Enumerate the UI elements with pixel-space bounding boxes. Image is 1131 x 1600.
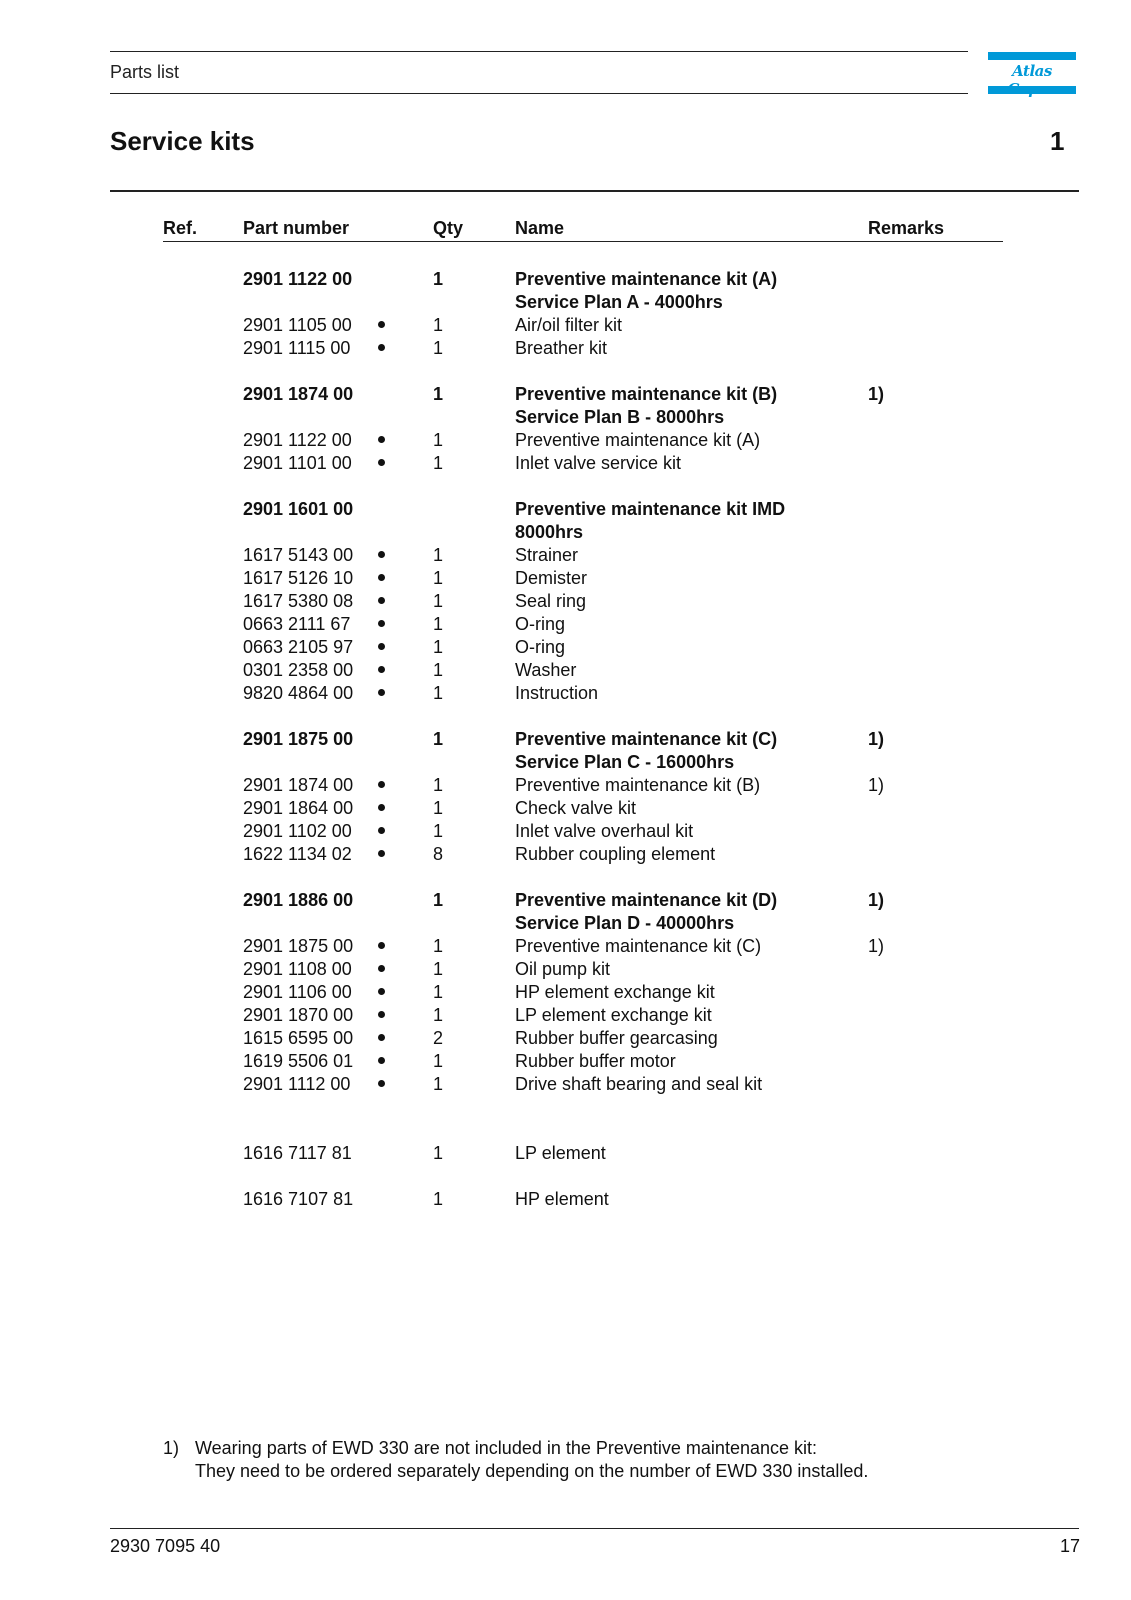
quantity: 1: [433, 683, 444, 703]
quantity: 1: [433, 798, 444, 818]
quantity: 1: [433, 338, 444, 358]
table-row: [0, 567, 1131, 590]
part-number: 1617 5126 10: [243, 568, 354, 588]
section-title: Service kits: [110, 126, 255, 156]
footnote-marker: 1): [163, 1438, 180, 1458]
quantity: 1: [433, 1143, 444, 1163]
quantity: 1: [433, 453, 444, 473]
bullet-icon: [378, 958, 386, 981]
bullet-icon: [378, 1004, 386, 1027]
part-number: 2901 1101 00: [243, 453, 352, 473]
part-number: 2901 1122 00: [243, 269, 353, 289]
bullet-icon: [378, 452, 386, 475]
part-number: 2901 1875 00: [243, 729, 354, 749]
bullet-icon: [378, 429, 386, 452]
col-name: Name: [515, 218, 565, 238]
table-row: [0, 889, 1131, 912]
part-number: 2901 1886 00: [243, 890, 354, 910]
remark: 1): [868, 936, 885, 956]
table-row: [0, 728, 1131, 751]
table-row: [0, 774, 1131, 797]
table-row: [0, 1027, 1131, 1050]
quantity: 1: [433, 1189, 444, 1209]
col-remarks: Remarks: [868, 218, 945, 238]
bullet-icon: [378, 544, 386, 567]
table-row: [0, 337, 1131, 360]
section-rule: [110, 190, 1079, 192]
logo-bar-top: [988, 52, 1076, 60]
part-name: O-ring: [515, 637, 566, 657]
part-name: Service Plan D - 40000hrs: [515, 913, 735, 933]
part-name: Inlet valve overhaul kit: [515, 821, 694, 841]
part-name: Strainer: [515, 545, 579, 565]
part-name: LP element: [515, 1143, 606, 1163]
part-name: Rubber buffer gearcasing: [515, 1028, 718, 1048]
part-name: Preventive maintenance kit IMD: [515, 499, 786, 519]
part-name: O-ring: [515, 614, 566, 634]
table-row: [0, 406, 1131, 429]
bullet-icon: [378, 1073, 386, 1096]
quantity: 1: [433, 982, 444, 1002]
table-row: [0, 291, 1131, 314]
document-number: 2930 7095 40: [110, 1536, 221, 1556]
table-row: [0, 935, 1131, 958]
part-name: Service Plan C - 16000hrs: [515, 752, 735, 772]
table-row: [0, 912, 1131, 935]
quantity: 1: [433, 545, 444, 565]
quantity: 8: [433, 844, 444, 864]
part-number: 1622 1134 02: [243, 844, 352, 864]
quantity: 1: [433, 729, 444, 749]
part-name: Preventive maintenance kit (B): [515, 775, 761, 795]
footer-rule: [110, 1528, 1079, 1529]
part-name: Instruction: [515, 683, 599, 703]
bullet-icon: [378, 314, 386, 337]
quantity: 1: [433, 591, 444, 611]
quantity: 1: [433, 568, 444, 588]
bullet-icon: [378, 843, 386, 866]
part-number: 1619 5506 01: [243, 1051, 354, 1071]
table-row: [0, 613, 1131, 636]
part-name: Preventive maintenance kit (D): [515, 890, 778, 910]
column-header-rule: [163, 241, 1003, 242]
part-number: 2901 1875 00: [243, 936, 354, 956]
part-name: Rubber coupling element: [515, 844, 716, 864]
part-name: Preventive maintenance kit (C): [515, 936, 762, 956]
part-name: Preventive maintenance kit (A): [515, 269, 778, 289]
page-number: 17: [1060, 1536, 1081, 1556]
part-number: 2901 1112 00: [243, 1074, 351, 1094]
part-number: 1616 7107 81: [243, 1189, 354, 1209]
part-number: 1615 6595 00: [243, 1028, 354, 1048]
part-number: 2901 1874 00: [243, 384, 354, 404]
logo-wordmark: Atlas: [1012, 62, 1052, 80]
footnote-line-1: Wearing parts of EWD 330 are not included in the Preventive maintenance kit:: [195, 1438, 818, 1458]
section-number: 1: [1050, 126, 1065, 156]
part-number: 2901 1870 00: [243, 1005, 354, 1025]
part-number: 2901 1122 00: [243, 430, 352, 450]
table-row: [0, 1142, 1131, 1165]
quantity: 1: [433, 1051, 444, 1071]
remark: 1): [868, 384, 885, 404]
atlas-copco-logo: [988, 52, 1076, 94]
table-row: [0, 521, 1131, 544]
part-number: 1616 7117 81: [243, 1143, 352, 1163]
header-bottom-rule: [110, 93, 968, 94]
bullet-icon: [378, 935, 386, 958]
part-name: LP element exchange kit: [515, 1005, 712, 1025]
part-name: Demister: [515, 568, 588, 588]
table-row: [0, 981, 1131, 1004]
part-number: 0301 2358 00: [243, 660, 354, 680]
table-row: [0, 843, 1131, 866]
quantity: 1: [433, 775, 444, 795]
part-number: 2901 1601 00: [243, 499, 354, 519]
part-name: Washer: [515, 660, 577, 680]
part-name: HP element: [515, 1189, 609, 1209]
table-row: [0, 590, 1131, 613]
part-name: Rubber buffer motor: [515, 1051, 676, 1071]
bullet-icon: [378, 337, 386, 360]
part-number: 2901 1108 00: [243, 959, 352, 979]
logo-bar-bottom: [988, 86, 1076, 94]
quantity: 1: [433, 890, 444, 910]
bullet-icon: [378, 682, 386, 705]
part-name: HP element exchange kit: [515, 982, 715, 1002]
bullet-icon: [378, 1027, 386, 1050]
header-label: Parts list: [110, 62, 180, 82]
quantity: 1: [433, 660, 444, 680]
quantity: 2: [433, 1028, 444, 1048]
col-part-number: Part number: [243, 218, 350, 238]
quantity: 1: [433, 1005, 444, 1025]
remark: 1): [868, 729, 885, 749]
bullet-icon: [378, 1050, 386, 1073]
bullet-icon: [378, 613, 386, 636]
table-row: [0, 429, 1131, 452]
quantity: 1: [433, 430, 444, 450]
part-name: Check valve kit: [515, 798, 637, 818]
part-name: Oil pump kit: [515, 959, 611, 979]
table-row: [0, 383, 1131, 406]
part-number: 0663 2111 67: [243, 614, 351, 634]
table-row: [0, 820, 1131, 843]
part-number: 2901 1874 00: [243, 775, 354, 795]
quantity: 1: [433, 1074, 444, 1094]
table-row: [0, 636, 1131, 659]
part-name: Preventive maintenance kit (A): [515, 430, 761, 450]
table-row: [0, 314, 1131, 337]
part-number: 2901 1864 00: [243, 798, 354, 818]
bullet-icon: [378, 567, 386, 590]
part-name: Service Plan B - 8000hrs: [515, 407, 725, 427]
part-number: 0663 2105 97: [243, 637, 354, 657]
table-row: [0, 544, 1131, 567]
part-number: 9820 4864 00: [243, 683, 354, 703]
part-number: 2901 1115 00: [243, 338, 351, 358]
table-row: [0, 498, 1131, 521]
quantity: 1: [433, 614, 444, 634]
part-number: 2901 1102 00: [243, 821, 352, 841]
table-row: [0, 958, 1131, 981]
header-top-rule: [110, 51, 968, 52]
table-row: [0, 268, 1131, 291]
bullet-icon: [378, 659, 386, 682]
part-name: Seal ring: [515, 591, 587, 611]
table-row: [0, 751, 1131, 774]
table-row: [0, 1050, 1131, 1073]
quantity: 1: [433, 269, 444, 289]
quantity: 1: [433, 315, 444, 335]
table-row: [0, 659, 1131, 682]
part-name: Drive shaft bearing and seal kit: [515, 1074, 763, 1094]
col-ref: Ref.: [163, 218, 198, 238]
part-number: 1617 5380 08: [243, 591, 354, 611]
part-name: Inlet valve service kit: [515, 453, 682, 473]
footnote-line-2: They need to be ordered separately depending on the number of EWD 330 installed.: [195, 1461, 869, 1481]
quantity: 1: [433, 637, 444, 657]
bullet-icon: [378, 820, 386, 843]
bullet-icon: [378, 774, 386, 797]
part-number: 2901 1105 00: [243, 315, 352, 335]
table-row: [0, 682, 1131, 705]
col-qty: Qty: [433, 218, 464, 238]
part-name: 8000hrs: [515, 522, 584, 542]
table-row: [0, 797, 1131, 820]
part-name: Service Plan A - 4000hrs: [515, 292, 723, 312]
quantity: 1: [433, 384, 444, 404]
part-name: Breather kit: [515, 338, 608, 358]
part-name: Air/oil filter kit: [515, 315, 623, 335]
quantity: 1: [433, 959, 444, 979]
bullet-icon: [378, 590, 386, 613]
bullet-icon: [378, 981, 386, 1004]
table-row: [0, 1004, 1131, 1027]
part-name: Preventive maintenance kit (C): [515, 729, 778, 749]
bullet-icon: [378, 797, 386, 820]
part-number: 1617 5143 00: [243, 545, 354, 565]
remark: 1): [868, 890, 885, 910]
table-row: [0, 1188, 1131, 1211]
part-number: 2901 1106 00: [243, 982, 352, 1002]
bullet-icon: [378, 636, 386, 659]
table-row: [0, 452, 1131, 475]
quantity: 1: [433, 821, 444, 841]
table-row: [0, 1073, 1131, 1096]
quantity: 1: [433, 936, 444, 956]
remark: 1): [868, 775, 885, 795]
part-name: Preventive maintenance kit (B): [515, 384, 778, 404]
